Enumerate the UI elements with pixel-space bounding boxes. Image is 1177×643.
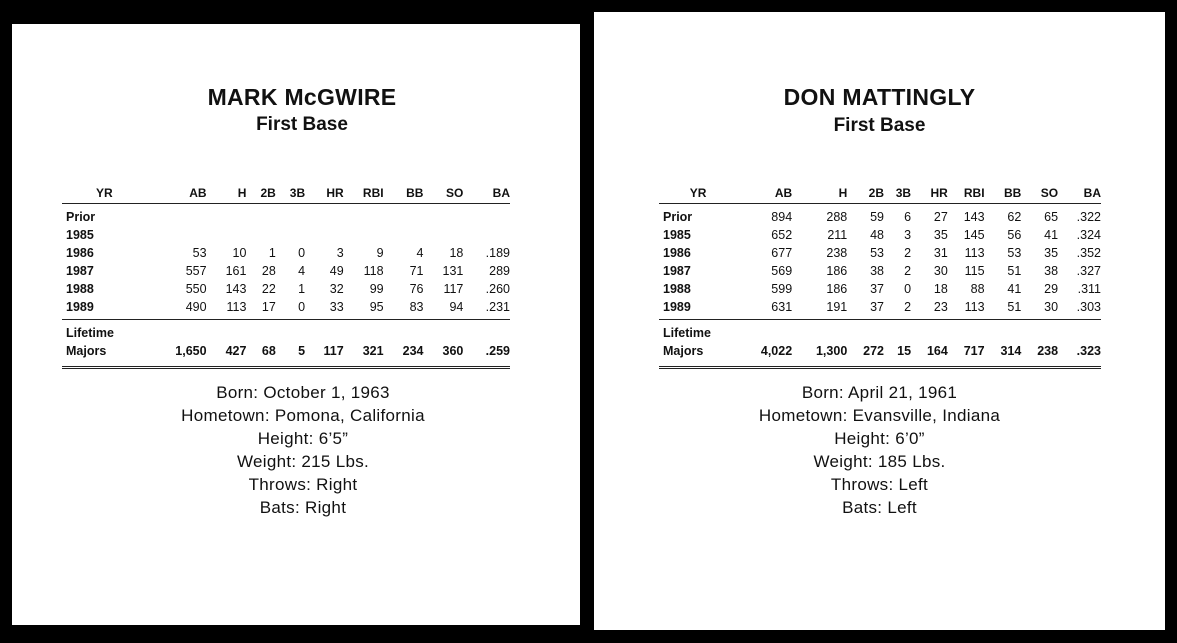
stats-cell: 894	[771, 210, 793, 224]
stats-row	[659, 244, 1101, 262]
stats-cell: 32	[329, 282, 344, 296]
stats-cell: 550	[185, 282, 207, 296]
totals-cell: 272	[847, 342, 884, 368]
stats-cell	[423, 204, 463, 227]
stats-cell: 83	[384, 298, 424, 320]
stats-cell	[305, 204, 344, 227]
bio-throws: Throws: Right	[248, 475, 358, 494]
stats-cell: 0	[298, 246, 306, 260]
totals-cell: 5	[276, 342, 305, 368]
stats-header-row	[62, 184, 510, 204]
bio-hometown: Hometown: Evansville, Indiana	[758, 406, 1001, 425]
totals-cell: 15	[884, 342, 911, 368]
stats-cell	[384, 204, 424, 227]
stats-cell: 652	[771, 228, 793, 242]
stats-cell	[276, 226, 305, 244]
column-header: 3B	[276, 184, 305, 204]
stats-cell: 131	[442, 264, 464, 278]
stats-cell	[344, 226, 384, 244]
stats-cell: 28	[261, 264, 276, 278]
stats-row	[659, 226, 1101, 244]
stats-cell	[463, 226, 510, 244]
totals-cell: .259	[463, 342, 510, 368]
stats-row	[62, 204, 510, 227]
stats-cell: 0	[276, 298, 305, 320]
column-header: AB	[737, 184, 792, 204]
stats-header-row	[659, 184, 1101, 204]
column-header: 2B	[246, 184, 275, 204]
bio-weight: Weight: 185 Lbs.	[813, 452, 946, 471]
stats-cell: 2	[884, 298, 911, 320]
totals-cell: 1,300	[792, 342, 847, 368]
stats-cell: 1989	[62, 298, 147, 320]
column-header: YR	[659, 184, 737, 204]
stats-cell	[423, 226, 463, 244]
stats-cell: 3	[904, 228, 912, 242]
stats-cell: 53	[870, 246, 885, 260]
stats-cell: 76	[409, 282, 424, 296]
stats-row	[659, 262, 1101, 280]
stats-cell: .324	[1076, 228, 1101, 242]
lifetime-totals-row	[62, 342, 510, 368]
totals-cell: .323	[1058, 342, 1101, 368]
player-name: MARK McGWIRE	[207, 84, 397, 110]
column-header: YR	[62, 184, 147, 204]
stats-cell	[207, 226, 247, 244]
column-header: RBI	[948, 184, 985, 204]
stats-cell: 113	[964, 246, 985, 260]
stats-cell: 3	[336, 246, 344, 260]
stats-cell	[276, 204, 305, 227]
stats-cell: 1988	[66, 282, 94, 296]
stats-cell: 51	[985, 298, 1022, 320]
column-header: BA	[463, 184, 510, 204]
stats-cell: 49	[329, 264, 344, 278]
player-position: First Base	[833, 115, 926, 136]
stats-cell: 1985	[663, 228, 691, 242]
stats-cell: 48	[870, 228, 885, 242]
column-header: BB	[985, 184, 1022, 204]
stats-cell: 4	[416, 246, 424, 260]
stats-cell: 2	[904, 264, 912, 278]
stats-cell: 143	[963, 210, 985, 224]
stats-cell: 41	[1007, 282, 1022, 296]
stats-cell: 557	[185, 264, 207, 278]
stats-cell: 6	[904, 210, 912, 224]
stats-cell: 115	[964, 264, 985, 278]
stats-cell: 1	[298, 282, 306, 296]
stats-cell: 95	[344, 298, 384, 320]
stats-cell: 23	[911, 298, 948, 320]
stats-cell: 2	[904, 246, 912, 260]
stats-row	[659, 298, 1101, 320]
bio-hometown: Hometown: Pomona, California	[181, 406, 425, 425]
stats-row	[62, 298, 510, 320]
column-header: 2B	[847, 184, 884, 204]
bio-throws: Throws: Left	[830, 475, 929, 494]
stats-cell: 31	[933, 246, 948, 260]
totals-cell: 360	[423, 342, 463, 368]
stats-cell: 30	[933, 264, 948, 278]
stats-cell: 18	[933, 282, 948, 296]
stats-cell: .303	[1058, 298, 1101, 320]
stats-cell: 71	[409, 264, 424, 278]
lifetime-label-row	[62, 320, 510, 343]
column-header: AB	[147, 184, 207, 204]
stats-cell: 9	[376, 246, 384, 260]
stats-cell: 35	[1044, 246, 1059, 260]
stats-cell: 33	[305, 298, 344, 320]
stats-cell: 99	[369, 282, 384, 296]
player-position: First Base	[256, 114, 348, 135]
stats-cell: 56	[1007, 228, 1022, 242]
stats-cell: .311	[1077, 282, 1101, 296]
totals-cell: 117	[305, 342, 344, 368]
stats-cell: 18	[449, 246, 464, 260]
stats-cell: 238	[826, 246, 848, 260]
stats-cell: 1987	[66, 264, 94, 278]
stats-cell: 569	[771, 264, 793, 278]
stats-cell: 490	[147, 298, 207, 320]
column-header: BB	[384, 184, 424, 204]
stats-cell: 1987	[663, 264, 691, 278]
stats-cell: 29	[1044, 282, 1059, 296]
stats-cell: 38	[870, 264, 885, 278]
stats-cell: 53	[192, 246, 207, 260]
stats-cell: 22	[261, 282, 276, 296]
lifetime-label: Lifetime	[663, 326, 711, 340]
stats-cell: .189	[485, 246, 510, 260]
stats-row	[659, 204, 1101, 227]
stats-cell: 186	[826, 264, 848, 278]
stats-cell: Prior	[663, 210, 693, 224]
lifetime-totals-row	[659, 342, 1101, 368]
player-bio	[26, 381, 580, 519]
stats-cell: 59	[870, 210, 885, 224]
stats-cell: 677	[771, 246, 793, 260]
stats-cell: 10	[232, 246, 247, 260]
player-bio	[594, 381, 1165, 519]
totals-cell: 238	[1021, 342, 1058, 368]
stats-cell: 37	[870, 282, 885, 296]
stats-cell: 118	[363, 264, 384, 278]
stats-table	[659, 184, 1101, 369]
totals-cell: 427	[207, 342, 247, 368]
totals-cell: 1,650	[147, 342, 207, 368]
stats-cell: 94	[423, 298, 463, 320]
stats-cell: 38	[1044, 264, 1059, 278]
bio-height: Height: 6’0”	[834, 429, 925, 448]
stats-cell: 51	[1007, 264, 1022, 278]
stats-cell: 1986	[663, 246, 691, 260]
totals-cell: Majors	[62, 342, 147, 368]
stats-cell: 145	[963, 228, 985, 242]
stats-cell: 62	[1007, 210, 1022, 224]
stats-cell: Prior	[66, 210, 96, 224]
stats-cell: 599	[771, 282, 793, 296]
column-header: HR	[305, 184, 344, 204]
stats-cell: 113	[948, 298, 985, 320]
bio-born: Born: October 1, 1963	[216, 383, 390, 402]
stats-cell: 1988	[663, 282, 691, 296]
stats-cell	[246, 204, 275, 227]
stats-cell: 88	[970, 282, 985, 296]
stats-cell: 35	[933, 228, 948, 242]
bio-weight: Weight: 215 Lbs.	[236, 452, 370, 471]
column-header: HR	[911, 184, 948, 204]
column-header: RBI	[344, 184, 384, 204]
stats-cell: 143	[225, 282, 247, 296]
stats-cell	[147, 204, 207, 227]
stats-cell	[463, 204, 510, 227]
stats-cell	[305, 226, 344, 244]
stats-table	[62, 184, 510, 369]
stats-cell: 41	[1044, 228, 1059, 242]
stats-cell: 1989	[659, 298, 737, 320]
stats-cell	[147, 226, 207, 244]
stats-cell: 27	[933, 210, 948, 224]
stats-cell: 1	[268, 246, 276, 260]
bio-bats: Bats: Left	[842, 498, 917, 517]
stats-cell: .231	[463, 298, 510, 320]
stats-cell: .327	[1076, 264, 1101, 278]
stats-cell: 53	[1007, 246, 1022, 260]
stats-cell: 0	[904, 282, 912, 296]
stats-row	[62, 226, 510, 244]
stats-cell: 161	[225, 264, 247, 278]
bio-height: Height: 6’5”	[257, 429, 349, 448]
stats-cell	[207, 204, 247, 227]
totals-cell: 234	[384, 342, 424, 368]
stats-row	[659, 280, 1101, 298]
column-header: 3B	[884, 184, 911, 204]
lifetime-label: Lifetime	[66, 326, 114, 340]
stats-row	[62, 262, 510, 280]
stats-cell: 1985	[66, 228, 94, 242]
column-header: SO	[1021, 184, 1058, 204]
bio-bats: Bats: Right	[259, 498, 347, 517]
stats-cell: 117	[443, 282, 464, 296]
totals-cell: 164	[911, 342, 948, 368]
stats-row	[62, 244, 510, 262]
lifetime-label-row	[659, 320, 1101, 343]
player-card-mcgwire	[12, 24, 580, 625]
stats-cell: .322	[1076, 210, 1101, 224]
stats-cell: 65	[1044, 210, 1059, 224]
totals-cell: 4,022	[737, 342, 792, 368]
stats-cell: 37	[847, 298, 884, 320]
stats-cell	[384, 226, 424, 244]
column-header: H	[792, 184, 847, 204]
column-header: H	[207, 184, 247, 204]
totals-cell: 68	[246, 342, 275, 368]
stats-cell: 289	[489, 264, 510, 278]
stats-cell: 1986	[66, 246, 94, 260]
totals-cell: Majors	[659, 342, 737, 368]
stats-cell: .352	[1076, 246, 1101, 260]
player-name: DON MATTINGLY	[783, 84, 976, 110]
stats-cell	[344, 204, 384, 227]
bio-born: Born: April 21, 1961	[801, 383, 958, 402]
stats-cell	[246, 226, 275, 244]
stats-cell: 191	[792, 298, 847, 320]
column-header: SO	[423, 184, 463, 204]
column-header: BA	[1058, 184, 1101, 204]
totals-cell: 321	[344, 342, 384, 368]
stats-cell: 113	[207, 298, 247, 320]
stats-cell: 17	[246, 298, 275, 320]
totals-cell: 314	[985, 342, 1022, 368]
totals-cell: 717	[948, 342, 985, 368]
stats-cell: 288	[826, 210, 848, 224]
stats-cell: 4	[298, 264, 306, 278]
player-card-mattingly	[594, 12, 1165, 630]
stats-cell: 631	[737, 298, 792, 320]
stats-row	[62, 280, 510, 298]
stats-cell: 186	[826, 282, 848, 296]
stats-cell: 30	[1021, 298, 1058, 320]
stats-cell: 211	[827, 228, 848, 242]
stats-cell: .260	[485, 282, 510, 296]
